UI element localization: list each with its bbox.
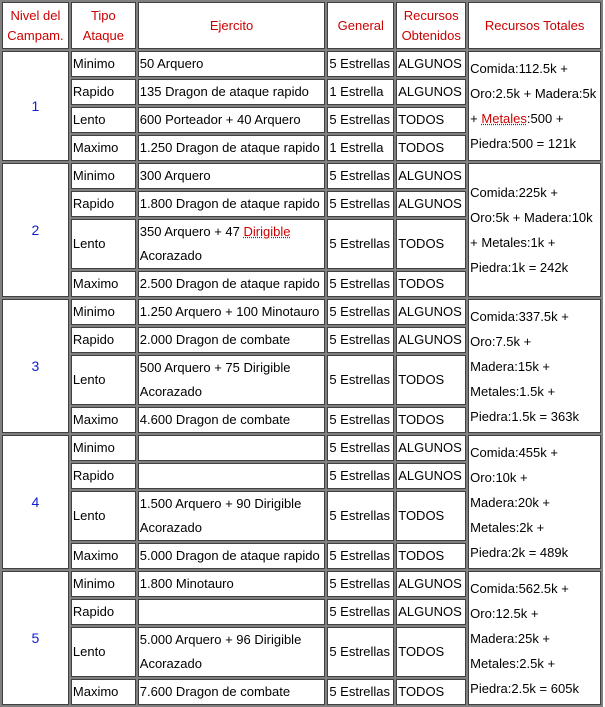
attack-type: Maximo <box>71 407 136 433</box>
general: 5 Estrellas <box>327 327 394 353</box>
attack-type: Lento <box>71 491 136 541</box>
attack-type: Maximo <box>71 679 136 705</box>
resources-obtained: ALGUNOS <box>396 299 466 325</box>
army: 300 Arquero <box>138 163 326 189</box>
general: 5 Estrellas <box>327 463 394 489</box>
army-text: Acorazado <box>139 248 202 263</box>
total-resources: Comida:455k + Oro:10k + Madera:20k + Metales:2k + Piedra:2k = 489k <box>468 435 601 569</box>
header-tipo: Tipo Ataque <box>71 2 136 49</box>
resources-obtained: TODOS <box>396 219 466 269</box>
army: 5.000 Arquero + 96 Dirigible Acorazado <box>138 627 326 677</box>
header-totales: Recursos Totales <box>468 2 601 49</box>
table-row <box>2 299 601 325</box>
attack-type: Minimo <box>71 299 136 325</box>
header-row <box>2 2 601 49</box>
general: 5 Estrellas <box>327 355 394 405</box>
resources-obtained: ALGUNOS <box>396 79 466 105</box>
attack-type: Lento <box>71 355 136 405</box>
resources-obtained: ALGUNOS <box>396 463 466 489</box>
attack-type: Rapido <box>71 599 136 625</box>
general: 1 Estrella <box>327 135 394 161</box>
general: 5 Estrellas <box>327 599 394 625</box>
total-text: Comida:112.5k + Oro:2.5k + Madera:5k + <box>470 61 597 126</box>
attack-type: Lento <box>71 107 136 133</box>
general: 5 Estrellas <box>327 491 394 541</box>
resources-obtained: TODOS <box>396 271 466 297</box>
resources-obtained: TODOS <box>396 679 466 705</box>
army: 5.000 Dragon de ataque rapido <box>138 543 326 569</box>
attack-type: Minimo <box>71 435 136 461</box>
resources-obtained: TODOS <box>396 107 466 133</box>
level-number: 4 <box>2 435 69 569</box>
header-nivel: Nivel del Campam. <box>2 2 69 49</box>
army: 1.500 Arquero + 90 Dirigible Acorazado <box>138 491 326 541</box>
general: 5 Estrellas <box>327 407 394 433</box>
general: 5 Estrellas <box>327 299 394 325</box>
army: 1.800 Dragon de ataque rapido <box>138 191 326 217</box>
army <box>138 463 326 489</box>
general: 5 Estrellas <box>327 51 394 77</box>
army <box>138 435 326 461</box>
attack-type: Rapido <box>71 191 136 217</box>
resources-obtained: TODOS <box>396 491 466 541</box>
level-number: 2 <box>2 163 69 297</box>
general: 5 Estrellas <box>327 271 394 297</box>
header-general: General <box>327 2 394 49</box>
total-resources: Comida:562.5k + Oro:12.5k + Madera:25k + Metales:2.5k + Piedra:2.5k = 605k <box>468 571 601 705</box>
header-ejercito: Ejercito <box>138 2 326 49</box>
general: 5 Estrellas <box>327 107 394 133</box>
attack-type: Lento <box>71 627 136 677</box>
resources-obtained: ALGUNOS <box>396 191 466 217</box>
army: 1.800 Minotauro <box>138 571 326 597</box>
general: 5 Estrellas <box>327 219 394 269</box>
attack-type: Minimo <box>71 571 136 597</box>
table-row <box>2 51 601 77</box>
table-row <box>2 435 601 461</box>
general: 5 Estrellas <box>327 435 394 461</box>
total-resources: Comida:337.5k + Oro:7.5k + Madera:15k + Metales:1.5k + Piedra:1.5k = 363k <box>468 299 601 433</box>
general: 5 Estrellas <box>327 627 394 677</box>
table-row <box>2 163 601 189</box>
army: 4.600 Dragon de combate <box>138 407 326 433</box>
general: 1 Estrella <box>327 79 394 105</box>
general: 5 Estrellas <box>327 543 394 569</box>
attack-type: Rapido <box>71 327 136 353</box>
attack-type: Maximo <box>71 135 136 161</box>
level-number: 5 <box>2 571 69 705</box>
army: 50 Arquero <box>138 51 326 77</box>
army: 2.500 Dragon de ataque rapido <box>138 271 326 297</box>
army: 2.000 Dragon de combate <box>138 327 326 353</box>
header-recursos: Recursos Obtenidos <box>396 2 466 49</box>
general: 5 Estrellas <box>327 571 394 597</box>
general: 5 Estrellas <box>327 191 394 217</box>
total-resources <box>468 51 601 161</box>
army <box>138 599 326 625</box>
army-text: 350 Arquero + 47 <box>139 224 244 239</box>
resources-obtained: TODOS <box>396 355 466 405</box>
level-number: 3 <box>2 299 69 433</box>
table-row <box>2 571 601 597</box>
resources-obtained: ALGUNOS <box>396 51 466 77</box>
resources-obtained: ALGUNOS <box>396 327 466 353</box>
resources-obtained: ALGUNOS <box>396 571 466 597</box>
dirigible-link[interactable]: Dirigible <box>243 224 291 239</box>
metales-link[interactable]: Metales <box>481 111 527 126</box>
army: 600 Porteador + 40 Arquero <box>138 107 326 133</box>
attack-type: Rapido <box>71 463 136 489</box>
total-text: :500 + Piedra:500 = 121k <box>470 111 577 151</box>
attack-type: Minimo <box>71 163 136 189</box>
army: 1.250 Arquero + 100 Minotauro <box>138 299 326 325</box>
attack-type: Rapido <box>71 79 136 105</box>
army: 1.250 Dragon de ataque rapido <box>138 135 326 161</box>
attack-type: Maximo <box>71 271 136 297</box>
resources-obtained: TODOS <box>396 407 466 433</box>
army: 135 Dragon de ataque rapido <box>138 79 326 105</box>
level-number: 1 <box>2 51 69 161</box>
army <box>138 219 326 269</box>
army: 7.600 Dragon de combate <box>138 679 326 705</box>
resources-obtained: TODOS <box>396 543 466 569</box>
resources-obtained: ALGUNOS <box>396 599 466 625</box>
total-resources: Comida:225k + Oro:5k + Madera:10k + Metales:1k + Piedra:1k = 242k <box>468 163 601 297</box>
resources-obtained: ALGUNOS <box>396 163 466 189</box>
resources-obtained: ALGUNOS <box>396 435 466 461</box>
general: 5 Estrellas <box>327 163 394 189</box>
army: 500 Arquero + 75 Dirigible Acorazado <box>138 355 326 405</box>
general: 5 Estrellas <box>327 679 394 705</box>
resources-obtained: TODOS <box>396 135 466 161</box>
attack-type: Maximo <box>71 543 136 569</box>
attack-type: Minimo <box>71 51 136 77</box>
attack-type: Lento <box>71 219 136 269</box>
resources-obtained: TODOS <box>396 627 466 677</box>
